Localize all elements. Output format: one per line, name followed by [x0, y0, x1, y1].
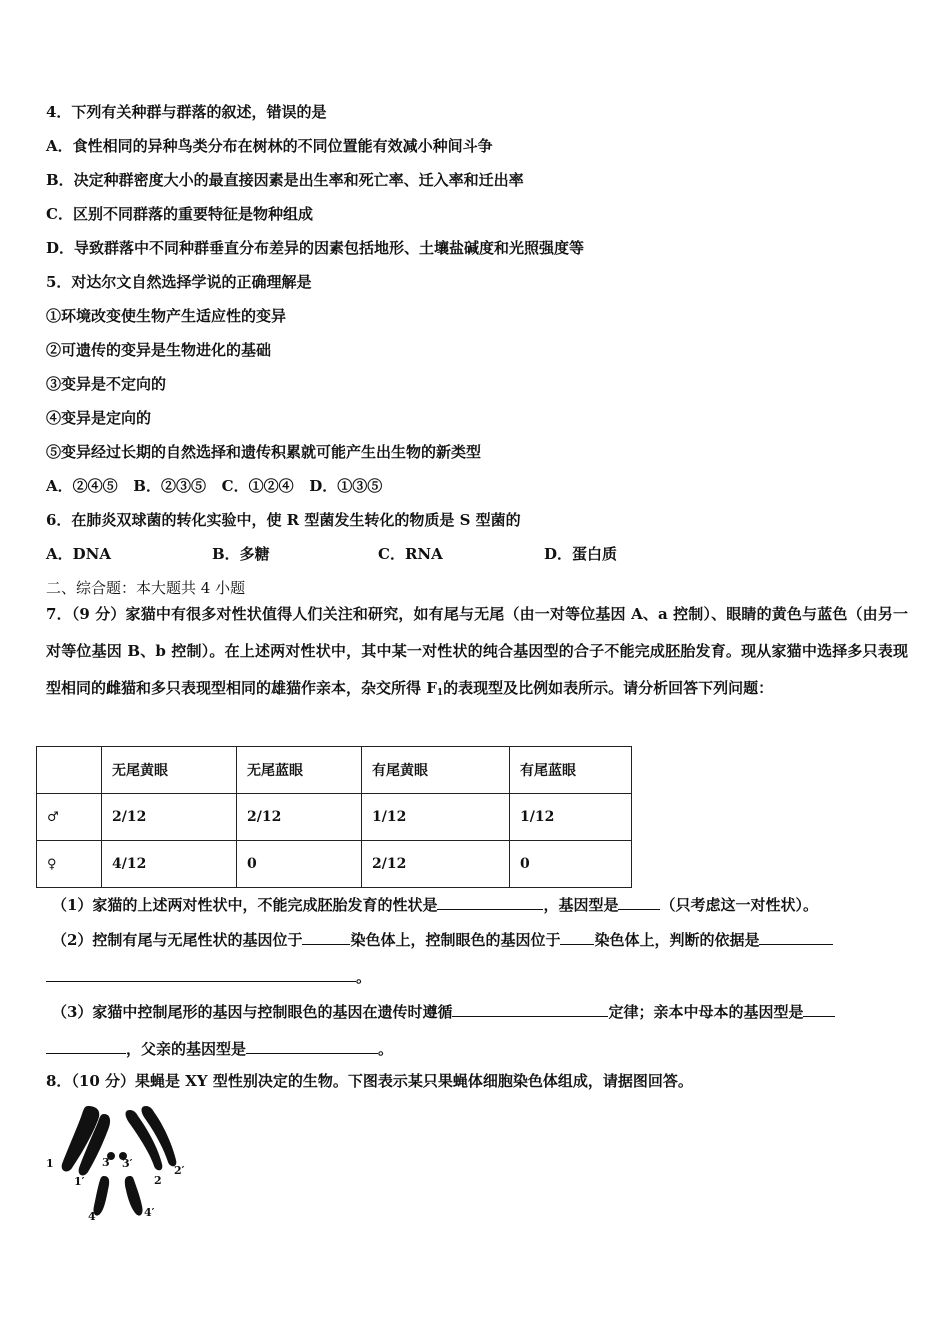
- label-2-prime: 2′: [174, 1164, 185, 1177]
- table-cell: 2/12: [237, 794, 362, 841]
- q7-intro: 7．（9 分）家猫中有很多对性状值得人们关注和研究，如有尾与无尾（由一对等位基因 A、a 控制）、眼睛的黄色与蓝色（由另一对等位基因 B、b 控制）。在上述两对性状中，其中某一对性状的纯合基因型的合子不能完成胚胎发育。现从家猫中选择多只表现型相同的雌猫和多只表现型相同的雄猫作亲本，杂交所得 $F_1$的表现型及比例如表所示。请分析回答下列问题：: [46, 605, 908, 698]
- q5-stem: 5．对达尔文自然选择学说的正确理解是: [46, 273, 312, 291]
- table-row-male: [37, 794, 632, 841]
- label-3: 3: [102, 1156, 110, 1169]
- chromosome-4: [93, 1176, 109, 1216]
- q4-option-a: A．食性相同的异种鸟类分布在树林的不同位置能有效减小种间斗争: [46, 137, 493, 155]
- answer-blank[interactable]: [437, 893, 543, 910]
- label-4: 4: [88, 1210, 96, 1223]
- q6-option-c: C．RNA: [378, 545, 443, 563]
- answer-blank[interactable]: [302, 928, 350, 945]
- answer-blank[interactable]: [46, 1037, 126, 1054]
- table-header-cell: [37, 747, 102, 794]
- table-cell: 0: [510, 841, 632, 888]
- female-symbol: ♀: [37, 841, 102, 888]
- q6-option-d: D．蛋白质: [544, 545, 618, 563]
- q5-item-4: ④变异是定向的: [46, 409, 152, 427]
- q4-stem: 4．下列有关种群与群落的叙述，错误的是: [46, 103, 327, 121]
- table-header-row: [37, 747, 632, 794]
- q6-options: [46, 544, 617, 564]
- answer-blank[interactable]: [46, 965, 356, 982]
- table-header-cell: 无尾蓝眼: [237, 747, 362, 794]
- label-4-prime: 4′: [144, 1206, 155, 1219]
- table-header-cell: 有尾黄眼: [362, 747, 510, 794]
- chromosome-4-prime: [125, 1176, 143, 1216]
- q7-part-1: （1）家猫的上述两对性状中，不能完成胚胎发育的性状是 ，基因型是 （只考虑这一对性状）。: [52, 893, 818, 915]
- q5-item-2: ②可遗传的变异是生物进化的基础: [46, 341, 272, 359]
- table-cell: 2/12: [102, 794, 237, 841]
- answer-blank[interactable]: [803, 1000, 835, 1017]
- male-symbol: ♂: [37, 794, 102, 841]
- answer-blank[interactable]: [246, 1037, 378, 1054]
- q7-part-3: （3）家猫中控制尾形的基因与控制眼色的基因在遗传时遵循 定律；亲本中母本的基因型是: [52, 1000, 835, 1022]
- q5-item-3: ③变异是不定向的: [46, 375, 167, 393]
- section-heading: 二、综合题：本大题共 4 小题: [46, 579, 246, 597]
- q4-option-d: D．导致群落中不同种群垂直分布差异的因素包括地形、土壤盐碱度和光照强度等: [46, 239, 585, 257]
- q7-part-2-cont: 。: [46, 965, 371, 987]
- table-cell: 1/12: [362, 794, 510, 841]
- table-cell: 0: [237, 841, 362, 888]
- answer-blank[interactable]: [759, 928, 833, 945]
- q4-option-b: B．决定种群密度大小的最直接因素是出生率和死亡率、迁入率和迁出率: [46, 171, 524, 189]
- answer-blank[interactable]: [618, 893, 660, 910]
- q7-phenotype-table: [36, 746, 632, 888]
- q7-part-2: （2）控制有尾与无尾性状的基因位于 染色体上，控制眼色的基因位于 染色体上，判断的依据是: [52, 928, 833, 950]
- chromosome-figure: [44, 1100, 194, 1225]
- q7-part-3-cont: ，父亲的基因型是 。: [46, 1037, 393, 1059]
- label-2: 2: [154, 1174, 162, 1187]
- table-cell: 2/12: [362, 841, 510, 888]
- answer-blank[interactable]: [560, 928, 594, 945]
- q5-options: A．②④⑤ B．②③⑤ C．①②④ D．①③⑤: [46, 477, 383, 495]
- q6-stem: 6．在肺炎双球菌的转化实验中，使 R 型菌发生转化的物质是 S 型菌的: [46, 511, 521, 529]
- label-3-prime: 3′: [122, 1157, 133, 1170]
- answer-blank[interactable]: [452, 1000, 608, 1017]
- q5-item-1: ①环境改变使生物产生适应性的变异: [46, 307, 287, 325]
- label-1-prime: 1′: [74, 1175, 85, 1188]
- table-cell: 1/12: [510, 794, 632, 841]
- table-cell: 4/12: [102, 841, 237, 888]
- q6-option-b: B．多糖: [212, 545, 270, 563]
- q6-option-a: A．DNA: [46, 545, 111, 563]
- q4-option-c: C．区别不同群落的重要特征是物种组成: [46, 205, 313, 223]
- table-row-female: [37, 841, 632, 888]
- table-header-cell: 无尾黄眼: [102, 747, 237, 794]
- q5-item-5: ⑤变异经过长期的自然选择和遗传积累就可能产生出生物的新类型: [46, 443, 482, 461]
- q8-stem: 8．（10 分）果蝇是 XY 型性别决定的生物。下图表示某只果蝇体细胞染色体组成，请据图回答。: [46, 1072, 693, 1090]
- table-header-cell: 有尾蓝眼: [510, 747, 632, 794]
- label-1: 1: [46, 1157, 54, 1170]
